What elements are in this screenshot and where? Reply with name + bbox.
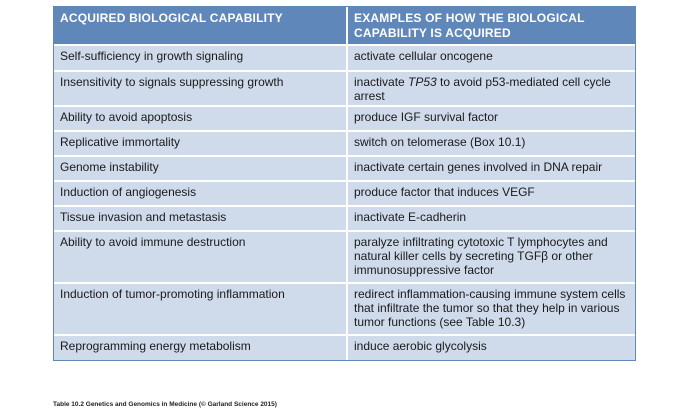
- example-text-pre: inactivate: [354, 75, 409, 89]
- capability-cell: Replicative immortality: [54, 131, 347, 156]
- table-row: [54, 71, 635, 106]
- capability-table: [54, 7, 635, 360]
- table-row: [54, 231, 635, 283]
- table-row: [54, 283, 635, 335]
- table-row: [54, 206, 635, 231]
- capability-cell: Ability to avoid apoptosis: [54, 106, 347, 131]
- header-capability: ACQUIRED BIOLOGICAL CAPABILITY: [54, 7, 347, 45]
- example-cell: induce aerobic glycolysis: [347, 335, 635, 360]
- example-cell: produce factor that induces VEGF: [347, 181, 635, 206]
- table-header-row: [54, 7, 635, 45]
- table-row: [54, 181, 635, 206]
- table-row: [54, 131, 635, 156]
- example-cell: [347, 71, 635, 106]
- table-row: [54, 45, 635, 71]
- header-examples: EXAMPLES OF HOW THE BIOLOGICAL CAPABILITY IS ACQUIRED: [347, 7, 635, 45]
- table-caption: Table 10.2 Genetics and Genomics in Medicine (© Garland Science 2015): [53, 401, 277, 408]
- example-cell: redirect inflammation-causing immune system cells that infiltrate the tumor so that they help in various tumor functions (see Table 10.3): [347, 283, 635, 335]
- table-row: [54, 156, 635, 181]
- capability-cell: Genome instability: [54, 156, 347, 181]
- example-cell: activate cellular oncogene: [347, 45, 635, 71]
- example-cell: paralyze infiltrating cytotoxic T lymphocytes and natural killer cells by secreting TGFβ or other immunosuppressive factor: [347, 231, 635, 283]
- example-text-post: to avoid p53-mediated cell cycle arrest: [354, 75, 611, 103]
- capability-table-container: [53, 6, 636, 361]
- gene-name-italic: TP53: [408, 75, 437, 89]
- example-cell: produce IGF survival factor: [347, 106, 635, 131]
- example-cell: switch on telomerase (Box 10.1): [347, 131, 635, 156]
- capability-cell: Induction of angiogenesis: [54, 181, 347, 206]
- capability-cell: Induction of tumor-promoting inflammation: [54, 283, 347, 335]
- capability-cell: Reprogramming energy metabolism: [54, 335, 347, 360]
- example-cell: inactivate certain genes involved in DNA repair: [347, 156, 635, 181]
- table-row: [54, 335, 635, 360]
- example-cell: inactivate E-cadherin: [347, 206, 635, 231]
- capability-cell: Tissue invasion and metastasis: [54, 206, 347, 231]
- capability-cell: Self-sufficiency in growth signaling: [54, 45, 347, 71]
- capability-cell: Ability to avoid immune destruction: [54, 231, 347, 283]
- table-row: [54, 106, 635, 131]
- capability-cell: Insensitivity to signals suppressing growth: [54, 71, 347, 106]
